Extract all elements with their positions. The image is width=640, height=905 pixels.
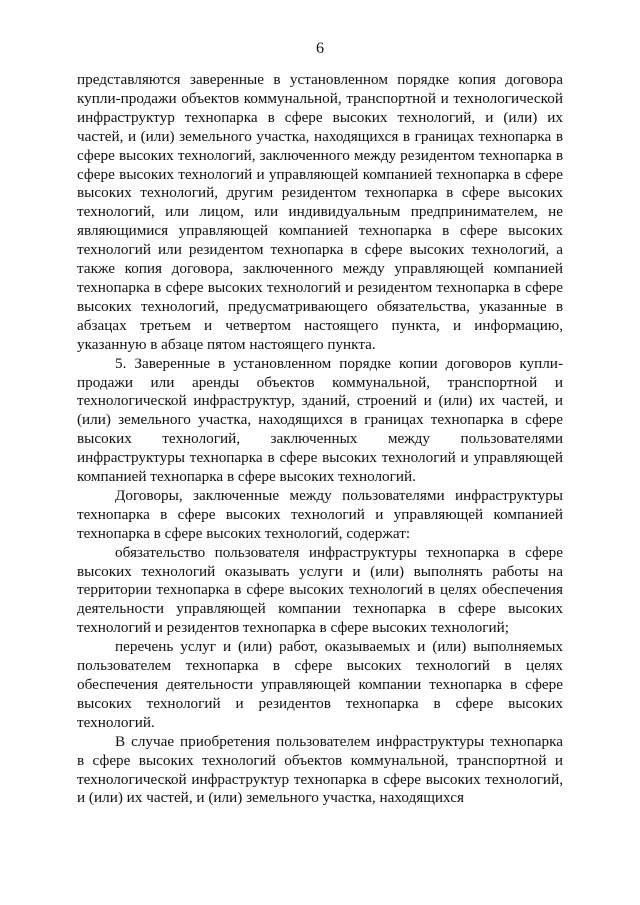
paragraph-services-list: перечень услуг и (или) работ, оказываемых и (или) выполняемых пользователем технопарка в сфере высоких технологий в целях обеспечения деятельности управляющей компании технопарка в сфере высоких технологий и резидентов технопарка в сфере высоких технологий. <box>77 638 563 731</box>
paragraph-item-5: 5. Заверенные в установленном порядке копии договоров купли-продажи или аренды объектов коммунальной, транспортной и технологической инфраструктур, зданий, строений и (или) их частей, и (или) земельного участка, находящихся в границах технопарка в сфере высоких технологий, заключенных между пользователями инфраструктуры технопарка в сфере высоких технологий и управляющей компанией технопарка в сфере высоких технологий. <box>77 354 563 486</box>
page-number: 6 <box>316 40 324 57</box>
paragraph-acquisition: В случае приобретения пользователем инфраструктуры технопарка в сфере высоких технологий объектов коммунальной, транспортной и технологической инфраструктур технопарка в сфере высоких технологий, и (или) их частей, и (или) земельного участка, находящихся <box>77 732 563 807</box>
paragraph-continuation: представляются заверенные в установленном порядке копия договора купли-продажи объектов коммунальной, транспортной и технологической инфраструктур технопарка в сфере высоких технологий, и (или) их частей, и (или) земельного участка, находящихся в границах технопарка в сфере высоких технологий, заключенного между резидентом технопарка в сфере высоких технологий и управляющей компанией технопарка в сфере высоких технологий, другим резидентом технопарка в сфере высоких технологий, или лицом, или индивидуальным предпринимателем, не являющимися управляющей компанией технопарка в сфере высоких технологий или резидентом технопарка в сфере высоких технологий, а также копия договора, заключенного между управляющей компанией технопарка в сфере высоких технологий и резидентом технопарка в сфере высоких технологий, предусматривающего обязательства, указанные в абзацах третьем и четвертом настоящего пункта, и информацию, указанную в абзаце пятом настоящего пункта. <box>77 71 563 353</box>
paragraph-contracts-contain: Договоры, заключенные между пользователями инфраструктуры технопарка в сфере высоких технологий и управляющей компанией технопарка в сфере высоких технологий, содержат: <box>77 486 563 542</box>
paragraph-obligation: обязательство пользователя инфраструктуры технопарка в сфере высоких технологий оказывать услуги и (или) выполнять работы на территории технопарка в сфере высоких технологий в целях обеспечения деятельности управляющей компании технопарка в сфере высоких технологий и резидентов технопарка в сфере высоких технологий; <box>77 543 563 637</box>
document-body <box>77 71 563 808</box>
